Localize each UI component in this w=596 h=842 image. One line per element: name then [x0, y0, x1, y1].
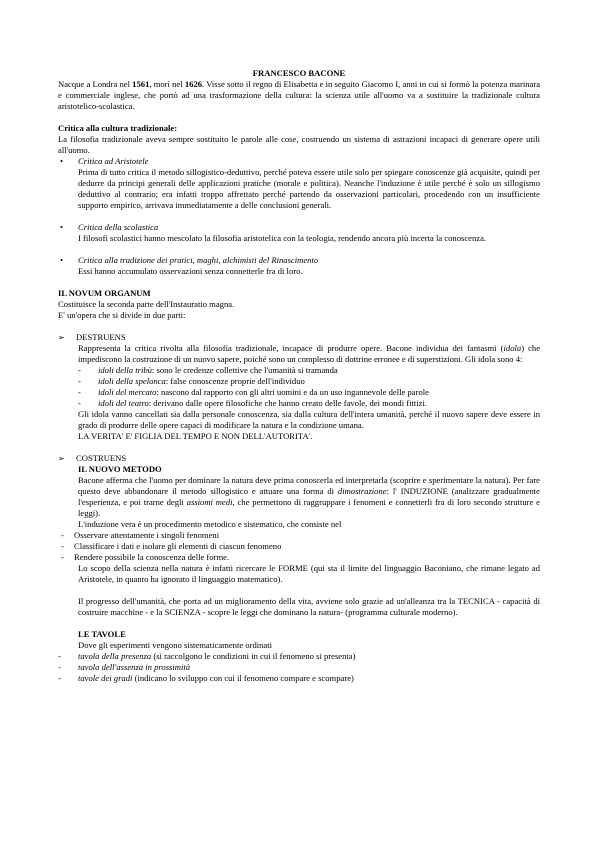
birth-year: 1561: [132, 79, 150, 89]
arrow-bullet-icon: ➢: [58, 454, 65, 463]
tavola-item: [58, 651, 540, 662]
costruens-paragraph: Il progresso dell'umanità, che porta ad un miglioramento della vita, avviene solo grazie ad un'alleanza tra la TECNICA - capacità di costruire macchine - e la SCIENZA - scopre le leggi che dominano la natura- (programma culturale moderno).: [78, 596, 540, 617]
dash-icon: -: [61, 530, 64, 540]
destruens-paragraph: [78, 343, 540, 365]
idola-term: idola: [503, 343, 522, 353]
tavola-name: tavola della presenza: [78, 651, 152, 661]
dash-icon: -: [78, 376, 81, 386]
dash-icon: -: [61, 552, 64, 562]
bullet-icon: •: [60, 156, 64, 166]
list-item: [58, 156, 540, 211]
dash-icon: -: [78, 387, 81, 397]
tavola-desc: (indicano lo sviluppo con cui il fenomeno compare e scompare): [132, 673, 354, 683]
intro-paragraph: [58, 79, 540, 112]
costruens-paragraph: Lo scopo della scienza nella natura è infatti ricercare le FORME (qui sta il limite del linguaggio Baconiano, che rimane legato ad Aristotele, in quanto ha ignorato il linguaggio matematico).: [78, 563, 540, 584]
destruens-motto: LA VERITA' E' FIGLIA DEL TEMPO E NON DELL'AUTORITA'.: [78, 431, 313, 441]
novum-line: Costituisce la seconda parte dell'Instauratio magna.: [58, 299, 235, 309]
tavola-name: tavola dell'assenza in prossimità: [78, 662, 191, 672]
critica-item-title: Critica ad Aristotele: [78, 156, 149, 166]
tavole-heading: LE TAVOLE: [78, 629, 126, 639]
destruens-section: [58, 332, 540, 442]
step-text: Classificare i dati e isolare gli elementi di ciascun fenomeno: [74, 541, 282, 551]
critica-item-text: Prima di tutto critica il metodo sillogistico-deduttivo, perché poteva essere utile solo per spiegare conoscenze già acquisite, quindi per dedurre da principi generali delle applicazioni pratiche (morale e politica). Neanche l'induzione è utile perché è solo un sillogismo deduttivo al contrario; era infatti troppo affrettato perché partendo da osservazioni particolari, procedendo con un insufficiente supporto empirico, arrivava immediatamente a delle conclusioni generali.: [78, 167, 540, 210]
dash-icon: -: [58, 673, 61, 683]
intro-text: Nacque a Londra nel: [58, 79, 133, 89]
intro-text: . Visse sotto il regno di Elisabetta e in seguito Giacomo I, anni in cui si formò la potenza marinara e commerciale inglese, che portò ad una trasformazione della cultura: la scienza utile all'uomo va a sostituire la tradizionale cultura aristotelico-scolastica.: [58, 79, 541, 111]
step-text: Osservare attentamente i singoli fenomeni: [74, 530, 220, 540]
costruens-section: [58, 453, 540, 530]
critica-item-text: Essi hanno accumulato osservazioni senza connetterle fra di loro.: [78, 266, 303, 276]
idola-desc: : false conoscenze proprie dell'individuo: [165, 376, 305, 386]
dash-icon: -: [78, 398, 81, 408]
critica-item-title: Critica alla tradizione dei pratici, maghi, alchimisti del Rinascimento: [78, 255, 319, 265]
destruens-text: Rappresenta la critica rivolta alla filosofia tradizionale, incapace di produrre opere. Bacone individua dei fantasmi (: [78, 343, 504, 353]
costruens-term: assiomi medi: [186, 497, 233, 507]
costruens-label: COSTRUENS: [76, 453, 127, 463]
step-item: [58, 552, 540, 563]
step-item: [58, 541, 540, 552]
costruens-text: , che permettono di raggruppare i fenomeni e connetterli fra di loro secondo strutture e leggi).: [78, 497, 540, 518]
intro-text: , morì nel: [149, 79, 185, 89]
dash-icon: -: [61, 541, 64, 551]
idola-name: idoli della spelonca: [98, 376, 166, 386]
idola-name: idoli del mercato: [98, 387, 157, 397]
idola-desc: : sono le credenze collettive che l'umanità si tramanda: [151, 365, 338, 375]
tavola-desc: (si raccolgono le condizioni in cui il fenomeno si presenta): [151, 651, 356, 661]
critica-item-text: I filosofi scolastici hanno mescolato la filosofia aristotelica con la teologia, rendendo ancora più incerta la conoscenza.: [78, 233, 487, 243]
costruens-text: : l' INDUZIONE (analizzare gradualmente l'esperienza, e poi trarne degli: [78, 486, 540, 507]
tavola-name: tavole dei gradi: [78, 673, 133, 683]
critica-text: La filosofia tradizionale aveva sempre sostituito le parole alle cose, costruendo un sistema di astrazioni incapaci di generare opere utili all'uomo.: [58, 134, 540, 155]
idola-item: [78, 365, 540, 376]
document-title: FRANCESCO BACONE: [252, 68, 346, 78]
idola-desc: : nascono dal rapporto con gli altri uomini e da un uso ingannevole delle parole: [156, 387, 429, 397]
arrow-bullet-icon: ➢: [58, 333, 65, 342]
idola-item: [78, 398, 540, 409]
tavola-item: [58, 673, 540, 684]
nuovo-metodo-heading: IL NUOVO METODO: [78, 464, 162, 474]
step-item: [58, 530, 540, 541]
novum-line: E' un'opera che si divide in due parti:: [58, 310, 186, 320]
critica-heading: Critica alla cultura tradizionale:: [58, 123, 178, 133]
idola-item: [78, 376, 540, 387]
destruens-paragraph: Gli idola vanno cancellati sia dalla personale conoscenza, sia dalla cultura dell'intera umanità, perché il nuovo sapere deve essere in grado di produrre delle opere capaci di modificare la natura e la condizione umana.: [78, 409, 540, 430]
critica-item-title: Critica della scolastica: [78, 222, 159, 232]
destruens-text: ) che impediscono la costruzione di un nuovo sapere, poiché sono un complesso di dottrine erronee e di superstizioni. Gli idola sono 4:: [78, 343, 541, 364]
costruens-text: Bacone afferma che l'uomo per dominare la natura deve prima conoscerla ed interpretarla (scoprire e sperimentare la natura). Per fare questo deve abbandonare il metodo sillogistico e attuare una forma di: [78, 475, 540, 496]
costruens-paragraph: [78, 475, 540, 519]
death-year: 1626: [184, 79, 203, 89]
dash-icon: -: [58, 651, 61, 661]
tavola-item: [58, 662, 540, 673]
idola-name: idoli del teatro: [98, 398, 149, 408]
novum-heading: IL NOVUM ORGANUM: [58, 288, 151, 298]
dash-icon: -: [78, 365, 81, 375]
bullet-icon: •: [60, 222, 64, 232]
bullet-icon: •: [60, 255, 64, 265]
document-page: [58, 68, 540, 684]
step-text: Rendere possibile la conoscenza delle forme.: [74, 552, 230, 562]
list-item: [58, 222, 540, 244]
idola-item: [78, 387, 540, 398]
costruens-term: dimostrazione: [337, 486, 387, 496]
idola-name: idoli della tribù: [98, 365, 152, 375]
costruens-paragraph: L'induzione vera è un procedimento metodico e sistematico, che consiste nel: [78, 519, 342, 529]
dash-icon: -: [58, 662, 61, 672]
tavole-intro: Dove gli esperimenti vengono sistematicamente ordinati: [78, 640, 273, 650]
idola-desc: : derivano dalle opere filosofiche che hanno creato delle favole, dei mondi fittizi.: [148, 398, 427, 408]
list-item: [58, 255, 540, 277]
destruens-label: DESTRUENS: [76, 332, 126, 342]
